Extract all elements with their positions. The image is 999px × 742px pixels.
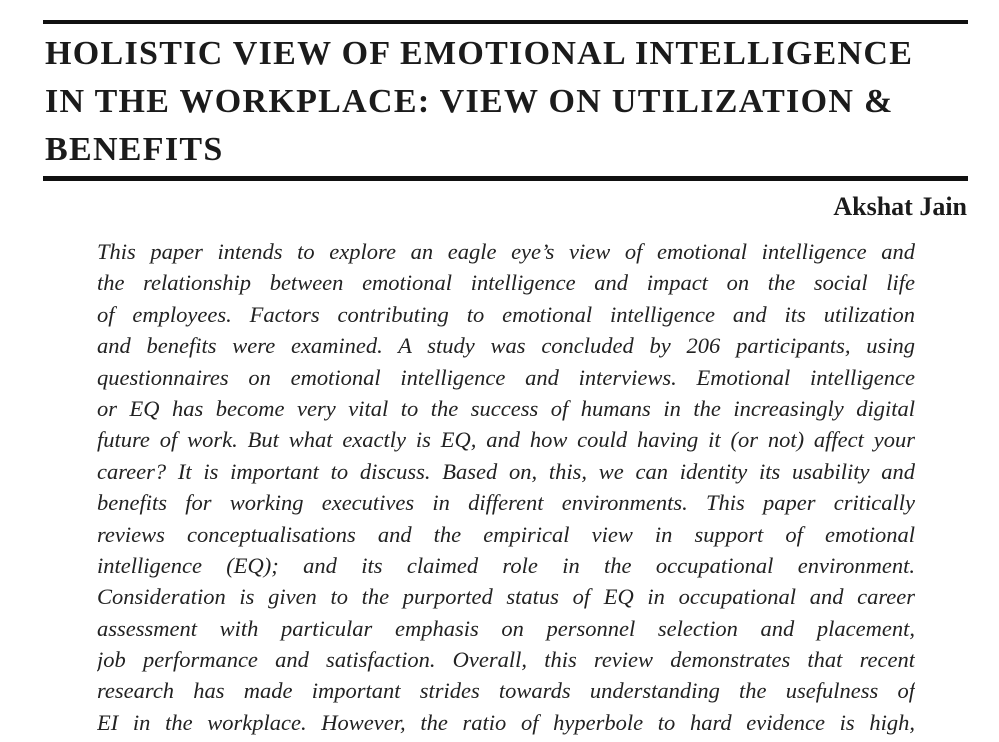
abstract-line: job performance and satisfaction. Overall, this review demonstrates that recent [97,647,915,673]
title-bottom-rule [43,176,968,181]
abstract-line: future of work. But what exactly is EQ, and how could having it (or not) affect your [97,427,915,453]
abstract-line: benefits for working executives in different environments. This paper critically [97,490,915,516]
abstract-line: the relationship between emotional intelligence and impact on the social life [97,270,915,296]
paper-title [45,30,975,174]
abstract [97,236,915,738]
abstract-line: This paper intends to explore an eagle eye’s view of emotional intelligence and [97,239,915,264]
abstract-line: of employees. Factors contributing to emotional intelligence and its utilization [97,301,915,327]
abstract-line: or EQ has become very vital to the success of humans in the increasingly digital [97,395,915,421]
abstract-line: Consideration is given to the purported status of EQ in occupational and career [97,584,915,610]
paper-title-line: IN THE WORKPLACE: VIEW ON UTILIZATION & [45,83,894,120]
abstract-line: intelligence (EQ); and its claimed role in the occupational environment. [97,552,915,578]
abstract-line: reviews conceptualisations and the empirical view in support of emotional [97,521,915,547]
abstract-line: EI in the workplace. However, the ratio of hyperbole to hard evidence is high, [97,709,915,735]
paper-title-line: HOLISTIC VIEW OF EMOTIONAL INTELLIGENCE [45,35,914,72]
abstract-line: and benefits were examined. A study was concluded by 206 participants, using [97,333,915,359]
abstract-line: research has made important strides towards understanding the usefulness of [97,678,915,704]
abstract-line: career? It is important to discuss. Based on, this, we can identity its usability and [97,458,915,484]
paper-title-line: BENEFITS [45,131,224,168]
abstract-line: assessment with particular emphasis on personnel selection and placement, [97,615,915,641]
title-top-rule [43,20,968,24]
author-name: Akshat Jain [833,192,967,221]
abstract-line: questionnaires on emotional intelligence and interviews. Emotional intelligence [97,364,915,390]
